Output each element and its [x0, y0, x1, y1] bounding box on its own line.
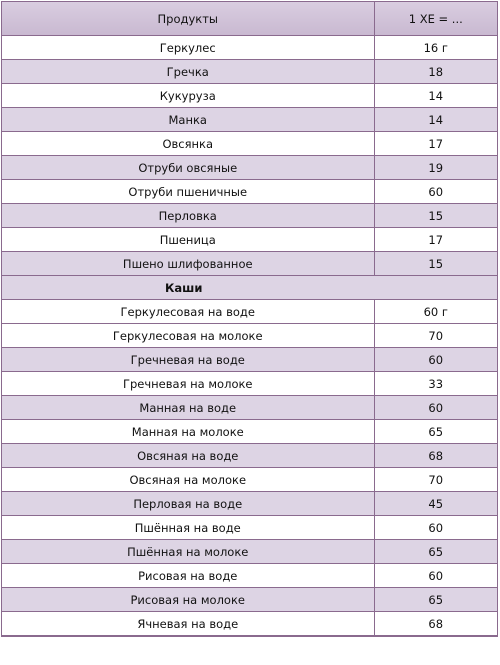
section-title: Каши [2, 276, 497, 300]
table-row [2, 420, 497, 444]
table-row [2, 252, 497, 276]
product-value: 19 [374, 156, 497, 180]
product-value: 14 [374, 84, 497, 108]
table-row [2, 204, 497, 228]
product-value: 60 [374, 564, 497, 588]
table-row [2, 444, 497, 468]
table-row [2, 492, 497, 516]
bread-units-table-container [1, 1, 498, 637]
product-name: Овсяная на воде [2, 444, 374, 468]
product-value: 17 [374, 132, 497, 156]
table-row [2, 108, 497, 132]
table-body [2, 36, 497, 636]
product-value: 60 [374, 180, 497, 204]
table-row [2, 372, 497, 396]
product-name: Отруби овсяные [2, 156, 374, 180]
product-value: 45 [374, 492, 497, 516]
table-row [2, 588, 497, 612]
product-name: Геркулесовая на молоке [2, 324, 374, 348]
product-value: 60 [374, 516, 497, 540]
product-name: Пшено шлифованное [2, 252, 374, 276]
header-products: Продукты [2, 2, 374, 36]
table-row [2, 84, 497, 108]
product-name: Перловка [2, 204, 374, 228]
product-name: Манная на воде [2, 396, 374, 420]
product-name: Пшённая на молоке [2, 540, 374, 564]
product-value: 70 [374, 468, 497, 492]
product-name: Манка [2, 108, 374, 132]
table-row [2, 36, 497, 60]
product-name: Геркулес [2, 36, 374, 60]
product-name: Рисовая на молоке [2, 588, 374, 612]
product-value: 17 [374, 228, 497, 252]
table-row [2, 396, 497, 420]
table-row [2, 540, 497, 564]
product-name: Отруби пшеничные [2, 180, 374, 204]
table-row [2, 60, 497, 84]
table-row [2, 324, 497, 348]
table-row [2, 180, 497, 204]
product-name: Гречка [2, 60, 374, 84]
table-row [2, 132, 497, 156]
product-name: Манная на молоке [2, 420, 374, 444]
product-value: 68 [374, 612, 497, 636]
product-value: 15 [374, 204, 497, 228]
product-value: 60 г [374, 300, 497, 324]
product-name: Овсяная на молоке [2, 468, 374, 492]
product-value: 70 [374, 324, 497, 348]
product-value: 14 [374, 108, 497, 132]
product-name: Геркулесовая на воде [2, 300, 374, 324]
product-name: Ячневая на воде [2, 612, 374, 636]
product-name: Гречневая на молоке [2, 372, 374, 396]
product-name: Кукуруза [2, 84, 374, 108]
product-name: Пшённая на воде [2, 516, 374, 540]
product-name: Рисовая на воде [2, 564, 374, 588]
table-row [2, 564, 497, 588]
product-name: Гречневая на воде [2, 348, 374, 372]
table-row [2, 468, 497, 492]
table-row [2, 516, 497, 540]
section-header-row [2, 276, 497, 300]
product-value: 60 [374, 348, 497, 372]
table-row [2, 228, 497, 252]
product-value: 65 [374, 420, 497, 444]
bread-units-table [2, 2, 497, 636]
product-value: 16 г [374, 36, 497, 60]
product-value: 65 [374, 540, 497, 564]
product-value: 60 [374, 396, 497, 420]
table-row [2, 156, 497, 180]
product-value: 18 [374, 60, 497, 84]
table-row [2, 612, 497, 636]
product-value: 33 [374, 372, 497, 396]
product-name: Овсянка [2, 132, 374, 156]
table-header-row [2, 2, 497, 36]
header-bread-unit: 1 ХЕ = ... [374, 2, 497, 36]
product-name: Перловая на воде [2, 492, 374, 516]
product-value: 65 [374, 588, 497, 612]
product-name: Пшеница [2, 228, 374, 252]
product-value: 68 [374, 444, 497, 468]
table-row [2, 348, 497, 372]
product-value: 15 [374, 252, 497, 276]
table-row [2, 300, 497, 324]
